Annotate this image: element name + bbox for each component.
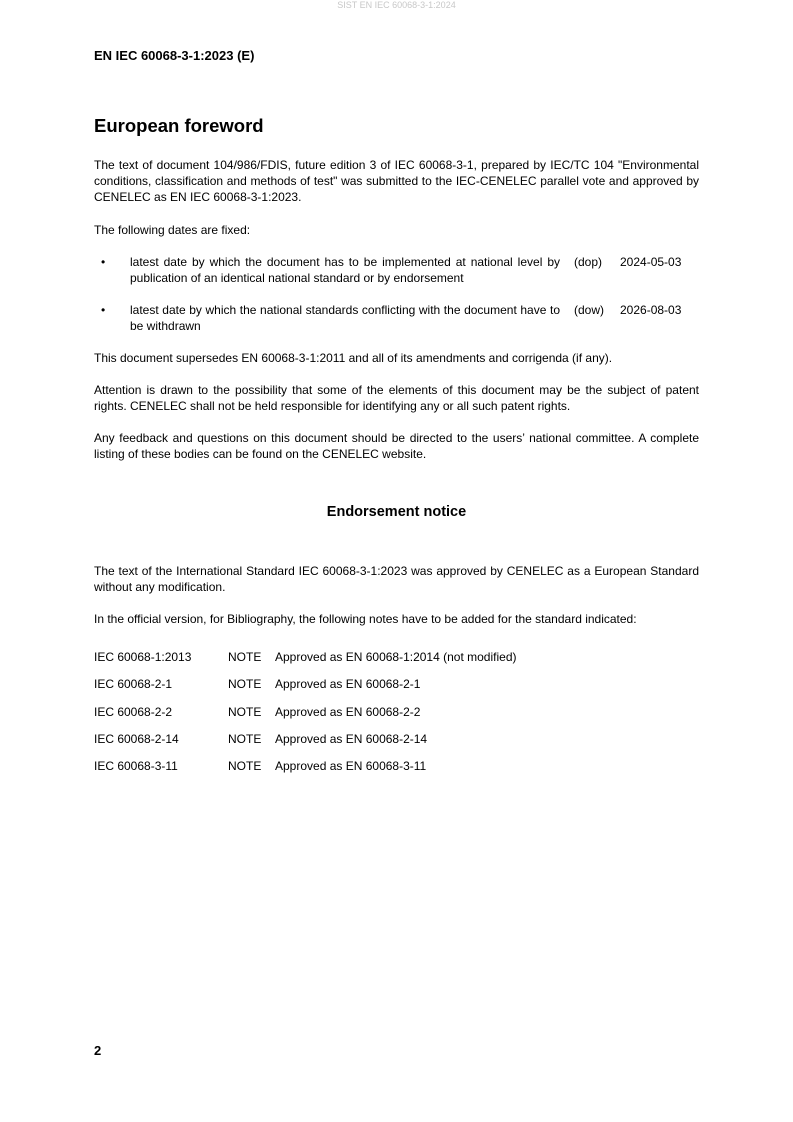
date-item-dop [94,254,699,288]
watermark: SIST EN IEC 60068-3-1:2024 [337,0,456,10]
bullet: • [101,255,106,269]
foreword-paragraph-3: This document supersedes EN 60068-3-1:2011 and all of its amendments and corrigenda (if any). [94,351,613,365]
note-label: NOTE [228,677,262,691]
endorsement-title: Endorsement notice [326,504,467,520]
foreword-title: European foreword [94,115,264,136]
bibliography-note [94,649,699,665]
bullet: • [101,303,106,317]
bibliography-note [94,704,699,720]
foreword-paragraph-4: Attention is drawn to the possibility that some of the elements of this document may be the subject of patent rights. CENELEC shall not be held responsible for identifying any or all such patent rights. [94,383,699,413]
note-standard: IEC 60068-2-2 [94,705,173,719]
note-text: Approved as EN 60068-2-1 [275,677,421,691]
bibliography-note [94,758,699,774]
note-text: Approved as EN 60068-3-11 [275,759,427,773]
date-code: (dop) [574,255,603,269]
note-label: NOTE [228,759,262,773]
date-item-dow [94,302,699,336]
note-standard: IEC 60068-2-14 [94,732,179,746]
bibliography-note [94,731,699,747]
note-text: Approved as EN 60068-1:2014 (not modified) [275,650,517,664]
note-text: Approved as EN 60068-2-14 [275,732,428,746]
date-value: 2026-08-03 [620,303,682,317]
note-standard: IEC 60068-3-11 [94,759,178,773]
bibliography-note [94,676,699,692]
note-label: NOTE [228,650,262,664]
note-label: NOTE [228,732,262,746]
date-code: (dow) [574,303,605,317]
foreword-paragraph-5: Any feedback and questions on this document should be directed to the users’ national committee. A complete listing of these bodies can be found on the CENELEC website. [94,431,699,461]
date-value: 2024-05-03 [620,255,682,269]
document-id: EN IEC 60068-3-1:2023 (E) [94,48,255,63]
note-label: NOTE [228,705,262,719]
date-description: latest date by which the document has to be implemented at national level by publication of an identical national standard or by endorsement [130,255,560,285]
foreword-paragraph-2: The following dates are fixed: [94,223,251,237]
endorsement-paragraph-2: In the official version, for Bibliography, the following notes have to be added for the standard indicated: [94,612,637,626]
date-description: latest date by which the national standards conflicting with the document have to be withdrawn [130,303,560,333]
note-text: Approved as EN 60068-2-2 [275,705,421,719]
note-standard: IEC 60068-1:2013 [94,650,192,664]
note-standard: IEC 60068-2-1 [94,677,173,691]
endorsement-paragraph-1: The text of the International Standard IEC 60068-3-1:2023 was approved by CENELEC as a European Standard without any modification. [94,564,699,594]
foreword-paragraph-1: The text of document 104/986/FDIS, future edition 3 of IEC 60068-3-1, prepared by IEC/TC 104 "Environmental conditions, classification and methods of test" was submitted to the IEC-CENELEC parallel vote and approved by CENELEC as EN IEC 60068-3-1:2023. [94,158,699,204]
page-number: 2 [94,1043,102,1058]
